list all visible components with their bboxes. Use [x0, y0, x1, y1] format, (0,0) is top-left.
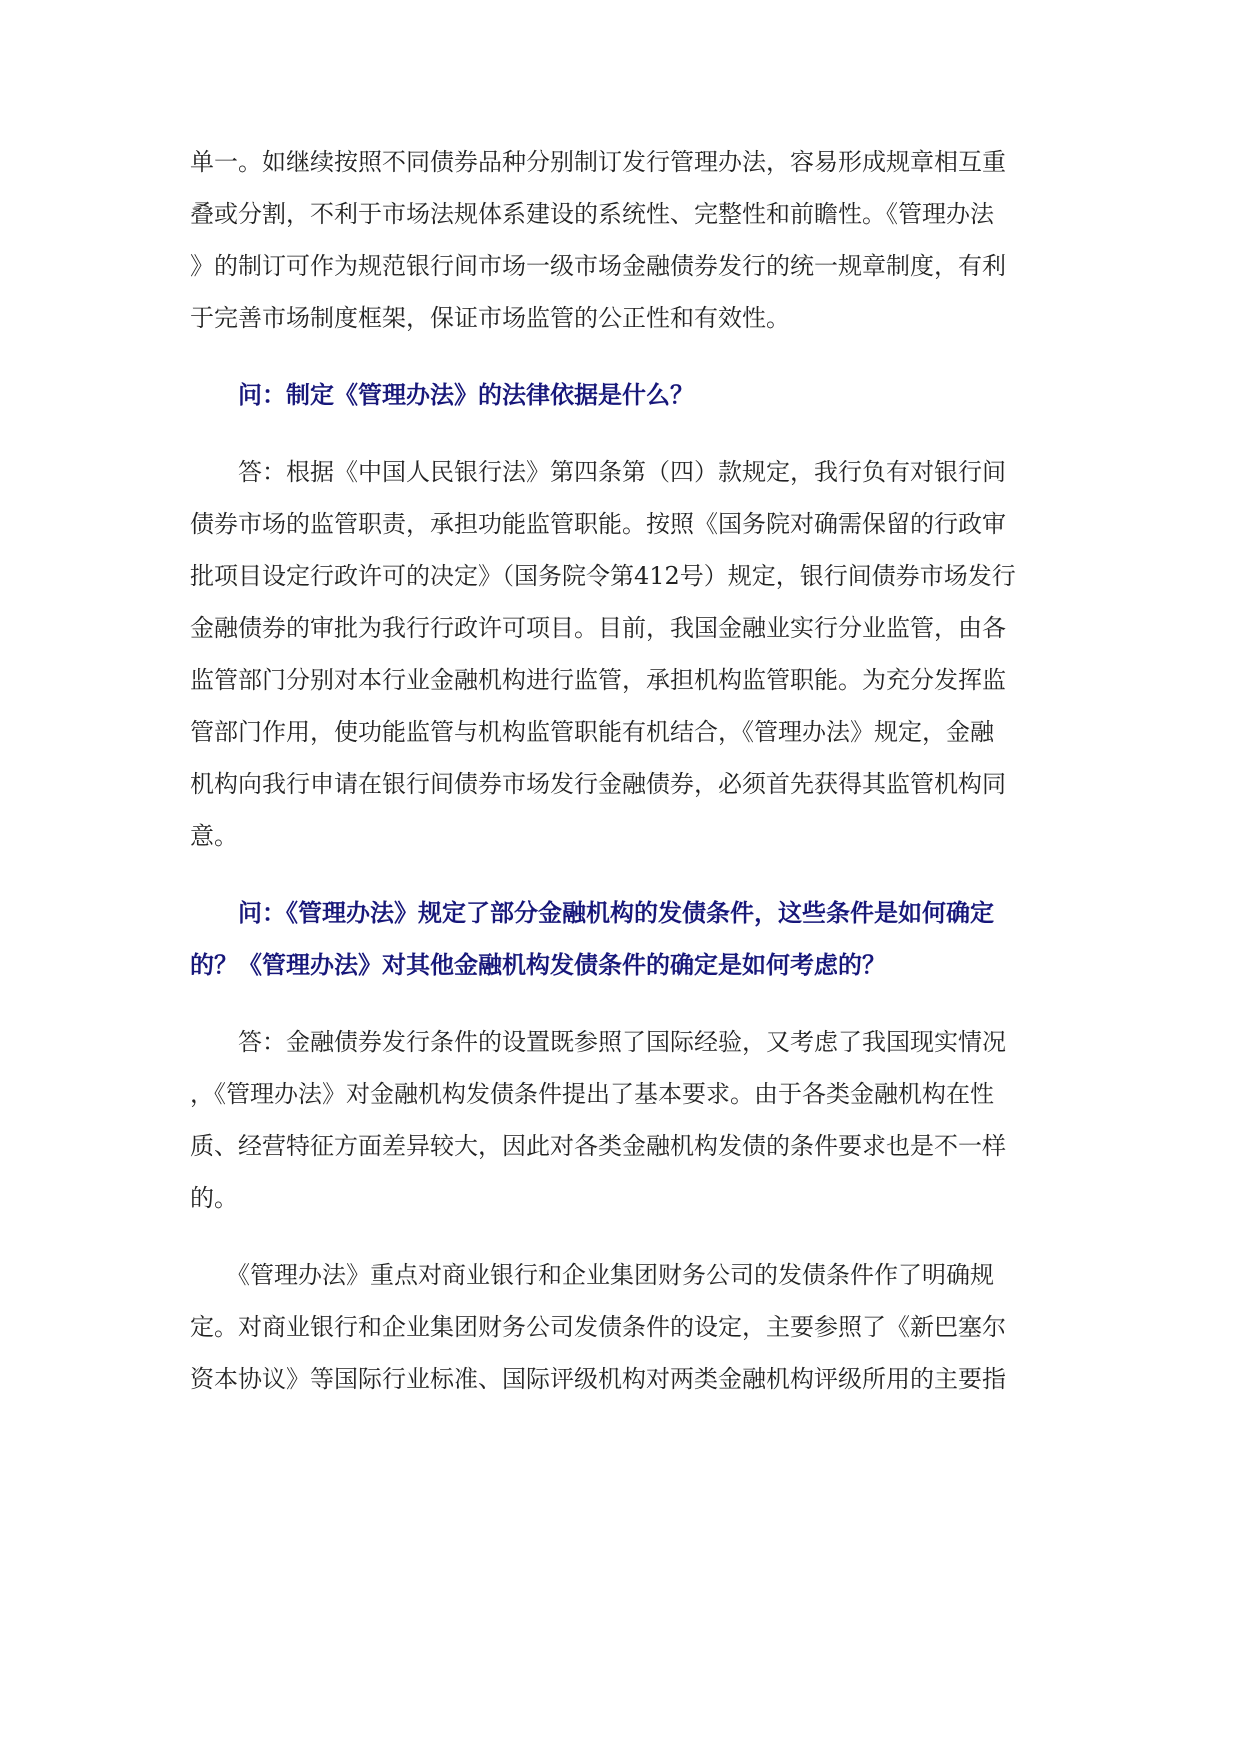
text-line: 金融债券的审批为我行行政许可项目。目前，我国金融业实行分业监管，由各	[190, 614, 1006, 642]
text-line: 答：金融债券发行条件的设置既参照了国际经验，又考虑了我国现实情况	[190, 1028, 1006, 1056]
text-line: 管部门作用，使功能监管与机构监管职能有机结合，《管理办法》规定，金融	[190, 718, 994, 746]
text-line: 《管理办法》重点对商业银行和企业集团财务公司的发债条件作了明确规	[190, 1261, 994, 1289]
text-line: 机构向我行申请在银行间债券市场发行金融债券，必须首先获得其监管机构同	[190, 770, 1006, 798]
text-line: 的。	[190, 1184, 238, 1212]
text-line: 于完善市场制度框架，保证市场监管的公正性和有效性。	[190, 304, 790, 332]
text-line: ，《管理办法》对金融机构发债条件提出了基本要求。由于各类金融机构在性	[190, 1080, 994, 1108]
question-heading: 问：《管理办法》规定了部分金融机构的发债条件，这些条件是如何确定	[190, 899, 994, 927]
text-line: 监管部门分别对本行业金融机构进行监管，承担机构监管职能。为充分发挥监	[190, 666, 1006, 694]
text-line: 意。	[190, 822, 238, 850]
question-heading: 问：制定《管理办法》的法律依据是什么？	[190, 381, 694, 409]
text-line: 答：根据《中国人民银行法》第四条第（四）款规定，我行负有对银行间	[190, 458, 1006, 486]
question-heading: 的？《管理办法》对其他金融机构发债条件的确定是如何考虑的？	[190, 951, 886, 979]
text-line: 批项目设定行政许可的决定》（国务院令第412号）规定，银行间债券市场发行	[190, 562, 1016, 590]
text-line: 》的制订可作为规范银行间市场一级市场金融债券发行的统一规章制度，有利	[190, 252, 1006, 280]
text-line: 资本协议》等国际行业标准、国际评级机构对两类金融机构评级所用的主要指	[190, 1365, 1006, 1393]
text-line: 质、经营特征方面差异较大，因此对各类金融机构发债的条件要求也是不一样	[190, 1132, 1006, 1160]
text-line: 定。对商业银行和企业集团财务公司发债条件的设定，主要参照了《新巴塞尔	[190, 1313, 1006, 1341]
text-line: 债券市场的监管职责，承担功能监管职能。按照《国务院对确需保留的行政审	[190, 510, 1006, 538]
text-line: 单一。如继续按照不同债券品种分别制订发行管理办法，容易形成规章相互重	[190, 148, 1006, 176]
text-line: 叠或分割，不利于市场法规体系建设的系统性、完整性和前瞻性。《管理办法	[190, 200, 994, 228]
